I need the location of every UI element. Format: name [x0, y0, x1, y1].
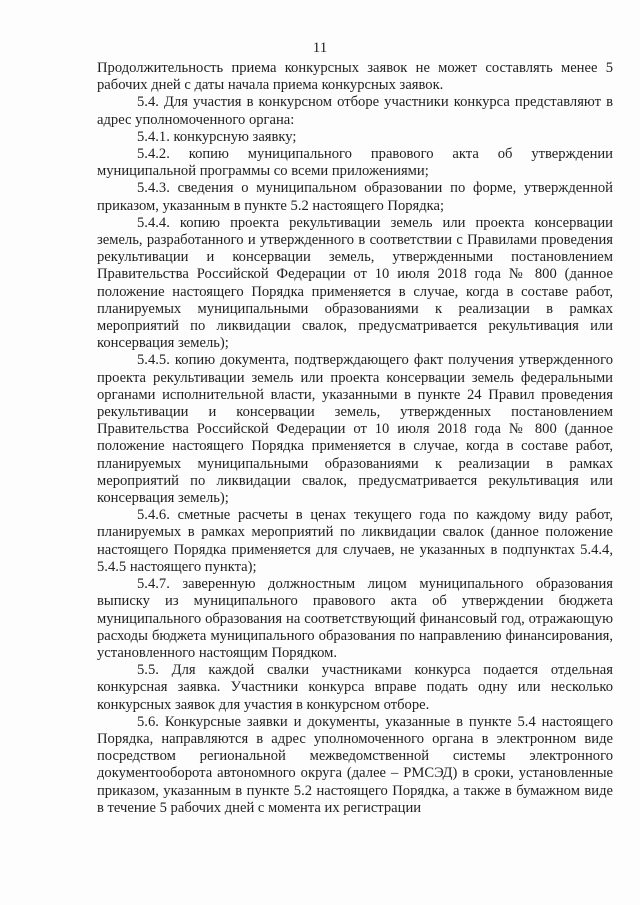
paragraph-5-4-7: 5.4.7. заверенную должностным лицом муниципального образования выписку из муниципального правового акта об утверждении бюджета муниципального образования на соответствующий финансовый год, отражающую расходы бюджета муниципального образования по направлению финансирования, установленного настоящим Порядком. — [97, 576, 613, 661]
paragraph-5-4-4: 5.4.4. копию проекта рекультивации земель или проекта консервации земель, разработанного и утвержденного в соответствии с Правилами проведения рекультивации и консервации земель, утвержденными постановлением Правительства Российской Федерации от 10 июля 2018 года № 800 (данное положение настоящего Порядка применяется в случае, когда в составе работ, планируемых муниципальными образованиями к реализации в рамках мероприятий по ликвидации свалок, предусматривается рекультивация или консервация земель); — [97, 214, 613, 352]
document-body — [97, 60, 613, 817]
paragraph-5-4-5: 5.4.5. копию документа, подтверждающего факт получения утвержденного проекта рекультивации земель или проекта консервации земель федеральными органами исполнительной власти, указанными в пункте 24 Правил проведения рекультивации и консервации земель, утвержденных постановлением Правительства Российской Федерации от 10 июля 2018 года № 800 (данное положение настоящего Порядка применяется в случае, когда в составе работ, планируемых муниципальными образованиями к реализации в рамках мероприятий по ликвидации свалок, предусматривается рекультивация или консервация земель); — [97, 352, 613, 507]
paragraph-5-4-6: 5.4.6. сметные расчеты в ценах текущего года по каждому виду работ, планируемых в рамках мероприятий по ликвидации свалок (данное положение настоящего Порядка применяется для случаев, не указанных в подпунктах 5.4.4, 5.4.5 настоящего пункта); — [97, 507, 613, 575]
paragraph-lead: Продолжительность приема конкурсных заявок не может составлять менее 5 рабочих дней с даты начала приема конкурсных заявок. — [97, 60, 613, 94]
paragraph-5-4-1: 5.4.1. конкурсную заявку; — [137, 128, 297, 145]
paragraph-5-4-3: 5.4.3. сведения о муниципальном образовании по форме, утвержденной приказом, указанным в пункте 5.2 настоящего Порядка; — [97, 180, 613, 214]
page-number: 11 — [312, 40, 328, 56]
paragraph-5-4: 5.4. Для участия в конкурсном отборе участники конкурса представляют в адрес уполномоченного органа: — [97, 94, 613, 128]
paragraph-5-5: 5.5. Для каждой свалки участниками конкурса подается отдельная конкурсная заявка. Участники конкурса вправе подать одну или несколько конкурсных заявок для участия в конкурсном отборе. — [97, 662, 613, 713]
paragraph-5-6: 5.6. Конкурсные заявки и документы, указанные в пункте 5.4 настоящего Порядка, направляются в адрес уполномоченного органа в электронном виде посредством региональной межведомственной системы электронного документооборота автономного округа (далее – РМСЭД) в сроки, установленные приказом, указанным в пункте 5.2 настоящего Порядка, а также в бумажном виде в течение 5 рабочих дней с момента их регистрации — [97, 713, 613, 816]
paragraph-5-4-2: 5.4.2. копию муниципального правового акта об утверждении муниципальной программы со всеми приложениями; — [97, 146, 613, 180]
